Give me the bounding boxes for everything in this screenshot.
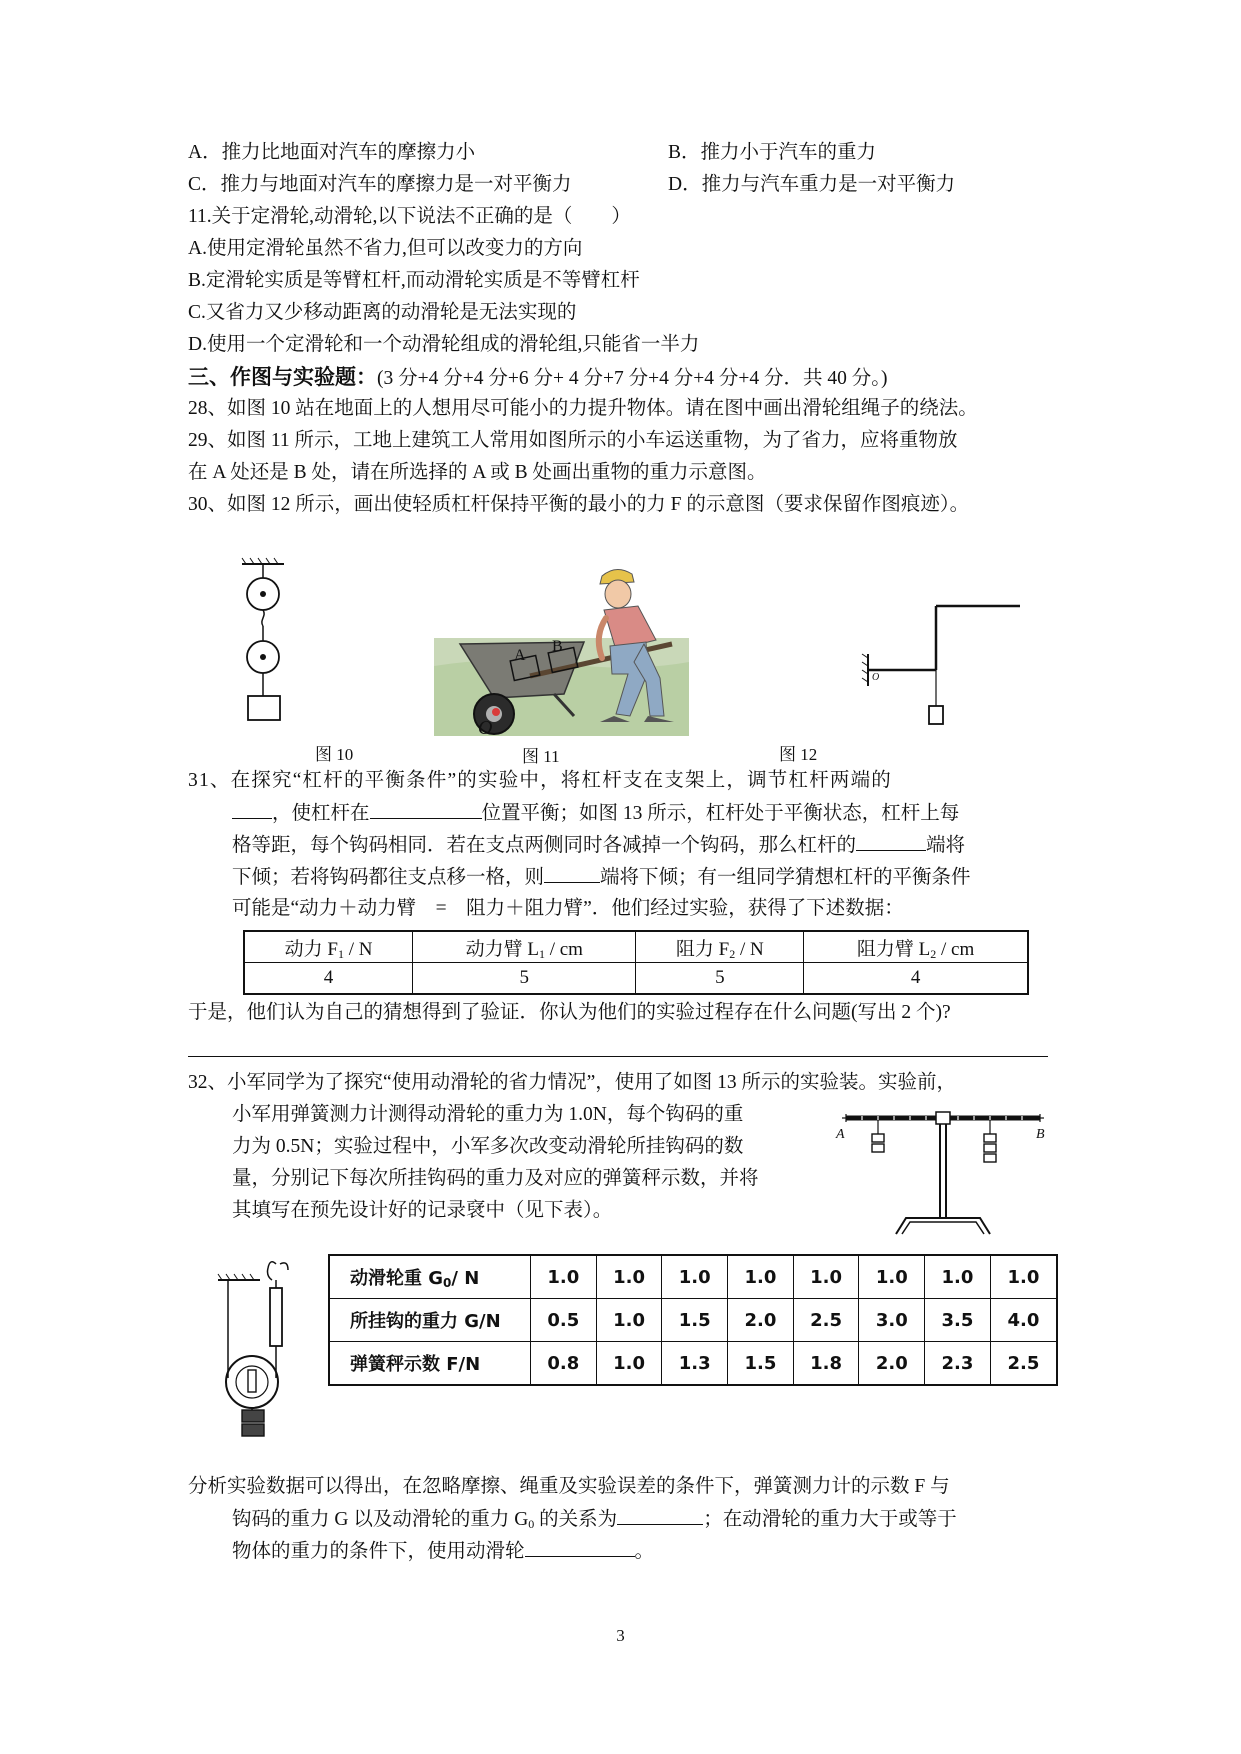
table-row [329, 1342, 1057, 1386]
q32-analysis-line2 [232, 1506, 957, 1533]
table-cell: 2.0 [859, 1342, 925, 1386]
blank-relation[interactable] [617, 1506, 703, 1525]
row-label-pulley-weight: 动滑轮重 $G_0/$ N [329, 1255, 531, 1299]
blank-tilt-side-2[interactable] [544, 864, 600, 883]
analysis-part3: ；在动滑轮的重力大于或等于 [703, 1509, 957, 1530]
table-row [329, 1299, 1057, 1342]
q31-line4 [232, 864, 971, 891]
fig13-label-a: A [836, 1127, 845, 1142]
figure-movable-pulley [212, 1258, 332, 1436]
table-cell: 1.0 [859, 1255, 925, 1299]
blank-balance-nut[interactable] [232, 800, 272, 819]
q31-line2-part1: ，使杠杆在 [272, 803, 370, 824]
fig12-label-o: O [872, 672, 880, 683]
q29-line1: 29、如图 11 所示，工地上建筑工人常用如图所示的小车运送重物，为了省力，应将重物放 [188, 430, 958, 451]
fig11-label-b: B [552, 638, 563, 655]
q31-line1: 31、在探究“杠杆的平衡条件”的实验中，将杠杆支在支架上，调节杠杆两端的 [188, 770, 893, 791]
table-cell: 1.5 [728, 1342, 794, 1386]
cell-l2: 4 [804, 963, 1028, 995]
blank-tilt-side-1[interactable] [856, 832, 926, 851]
cell-f1: 4 [244, 963, 413, 995]
table-cell: 1.0 [596, 1299, 662, 1342]
q11-option-d: D.使用一个定滑轮和一个动滑轮组成的滑轮组,只能省一半力 [188, 334, 700, 355]
q31-line4-part1: 下倾；若将钩码都往支点移一格，则 [232, 867, 545, 888]
table-cell: 1.0 [662, 1255, 728, 1299]
q32-analysis-line1: 分析实验数据可以得出，在忽略摩擦、绳重及实验误差的条件下，弹簧测力计的示数 F 与 [188, 1476, 950, 1497]
row-label-spring-reading: 弹簧秤示数 F/N [329, 1342, 531, 1386]
q11-option-b: B.定滑轮实质是等臂杠杆,而动滑轮实质是不等臂杠杆 [188, 270, 640, 291]
header-f1: 动力 $F_1$ / N [244, 931, 413, 963]
table-cell: 4.0 [990, 1299, 1057, 1342]
q32-line2: 小军用弹簧测力计测得动滑轮的重力为 1.0N，每个钩码的重 [232, 1104, 744, 1125]
header-l2: 阻力臂 $L_2$ / cm [804, 931, 1028, 963]
table-cell: 0.8 [531, 1342, 597, 1386]
row-label-hook-weight: 所挂钩的重力 G/N [329, 1299, 531, 1342]
fig11-label-o: O [478, 717, 493, 739]
q31-line2-part2: 位置平衡；如图 13 所示，杠杆处于平衡状态，杠杆上每 [481, 803, 960, 824]
q32-data-table [328, 1254, 1058, 1386]
q32-line1: 32、小军同学为了探究“使用动滑轮的省力情况”，使用了如图 13 所示的实验装。实验前， [188, 1072, 957, 1093]
table-cell: 1.0 [596, 1255, 662, 1299]
q32-analysis-line3 [232, 1538, 654, 1565]
q10-option-a: A．推力比地面对汽车的摩擦力小 [188, 142, 476, 163]
table-cell: 1.0 [793, 1255, 859, 1299]
q31-line3 [232, 832, 965, 859]
figure-10-pulley-system [228, 558, 308, 728]
table-cell: 1.3 [662, 1342, 728, 1386]
table-row [244, 963, 1028, 995]
table-cell: 1.5 [662, 1299, 728, 1342]
fig11-label-a: A [514, 647, 526, 664]
q32-line4: 量，分别记下每次所挂钩码的重力及对应的弹簧秤示数，并将 [232, 1168, 759, 1189]
analysis-part4: 物体的重力的条件下，使用动滑轮 [232, 1541, 525, 1562]
figure-11-wheelbarrow [434, 566, 689, 739]
q31-line4-part2: 端将下倾；有一组同学猜想杠杆的平衡条件 [600, 867, 971, 888]
table-cell: 1.0 [531, 1255, 597, 1299]
table-cell: 3.5 [925, 1299, 991, 1342]
q32-line3: 力为 0.5N；实验过程中，小军多次改变动滑轮所挂钩码的数 [232, 1136, 744, 1157]
table-cell: 3.0 [859, 1299, 925, 1342]
q31-line2 [232, 800, 959, 827]
table-cell: 1.0 [990, 1255, 1057, 1299]
table-row [329, 1255, 1057, 1299]
analysis-part1: 钩码的重力 G 以及动滑轮的重力 G [232, 1509, 529, 1530]
q11-option-a: A.使用定滑轮虽然不省力,但可以改变力的方向 [188, 238, 583, 259]
analysis-subscript: 0 [528, 1517, 535, 1531]
table-cell: 1.0 [728, 1255, 794, 1299]
q30-text: 30、如图 12 所示，画出使轻质杠杆保持平衡的最小的力 F 的示意图（要求保留作图痕迹）。 [188, 494, 970, 515]
q10-option-d: D．推力与汽车重力是一对平衡力 [668, 174, 956, 195]
table-cell: 1.0 [925, 1255, 991, 1299]
blank-conclusion[interactable] [525, 1538, 635, 1557]
q31-line3-part1: 格等距，每个钩码相同．若在支点两侧同时各减掉一个钩码，那么杠杆的 [232, 835, 857, 856]
section-title: 三、作图与实验题： [188, 365, 377, 389]
section-score-note: (3 分+4 分+4 分+6 分+ 4 分+7 分+4 分+4 分+4 分．共 40 分。) [377, 368, 888, 389]
figure-12-caption: 图 12 [779, 745, 818, 764]
q31-data-table [243, 930, 1029, 995]
analysis-part2: 的关系为 [534, 1509, 618, 1530]
analysis-part5: 。 [634, 1541, 655, 1562]
table-header-row [244, 931, 1028, 963]
q10-option-c: C．推力与地面对汽车的摩擦力是一对平衡力 [188, 174, 572, 195]
q29-line2: 在 A 处还是 B 处，请在所选择的 A 或 B 处画出重物的重力示意图。 [188, 462, 767, 483]
q31-after-table: 于是，他们认为自己的猜想得到了验证．你认为他们的实验过程存在什么问题(写出 2 个)? [188, 1002, 951, 1023]
q31-line5: 可能是“动力＋动力臂 = 阻力＋阻力臂”．他们经过实验，获得了下述数据： [232, 898, 904, 919]
q31-line3-part2: 端将 [926, 835, 966, 856]
figure-13-lever-stand [826, 1108, 1056, 1242]
blank-lever-position[interactable] [370, 800, 482, 819]
q11-stem: 11.关于定滑轮,动滑轮,以下说法不正确的是（ ） [188, 206, 631, 227]
cell-f2: 5 [636, 963, 804, 995]
table-cell: 1.8 [793, 1342, 859, 1386]
q10-option-b: B．推力小于汽车的重力 [668, 142, 877, 163]
q32-line5: 其填写在预先设计好的记录裦中（见下表）。 [232, 1200, 613, 1221]
cell-l1: 5 [413, 963, 636, 995]
table-cell: 2.0 [728, 1299, 794, 1342]
fig13-label-b: B [1036, 1127, 1045, 1142]
figure-10-caption: 图 10 [315, 745, 354, 764]
section-heading [188, 364, 887, 392]
table-cell: 2.5 [793, 1299, 859, 1342]
page-number: 3 [616, 1626, 625, 1645]
header-f2: 阻力 $F_2$ / N [636, 931, 804, 963]
header-l1: 动力臂 $L_1$ / cm [413, 931, 636, 963]
q11-option-c: C.又省力又少移动距离的动滑轮是无法实现的 [188, 302, 577, 323]
table-cell: 0.5 [531, 1299, 597, 1342]
table-cell: 2.3 [925, 1342, 991, 1386]
table-cell: 2.5 [990, 1342, 1057, 1386]
q28-text: 28、如图 10 站在地面上的人想用尽可能小的力提升物体。请在图中画出滑轮组绳子的绕法。 [188, 398, 978, 419]
figure-12-bent-lever [848, 594, 1028, 734]
figure-11-caption: 图 11 [522, 747, 560, 766]
q31-answer-line[interactable] [188, 1056, 1048, 1057]
table-cell: 1.0 [596, 1342, 662, 1386]
